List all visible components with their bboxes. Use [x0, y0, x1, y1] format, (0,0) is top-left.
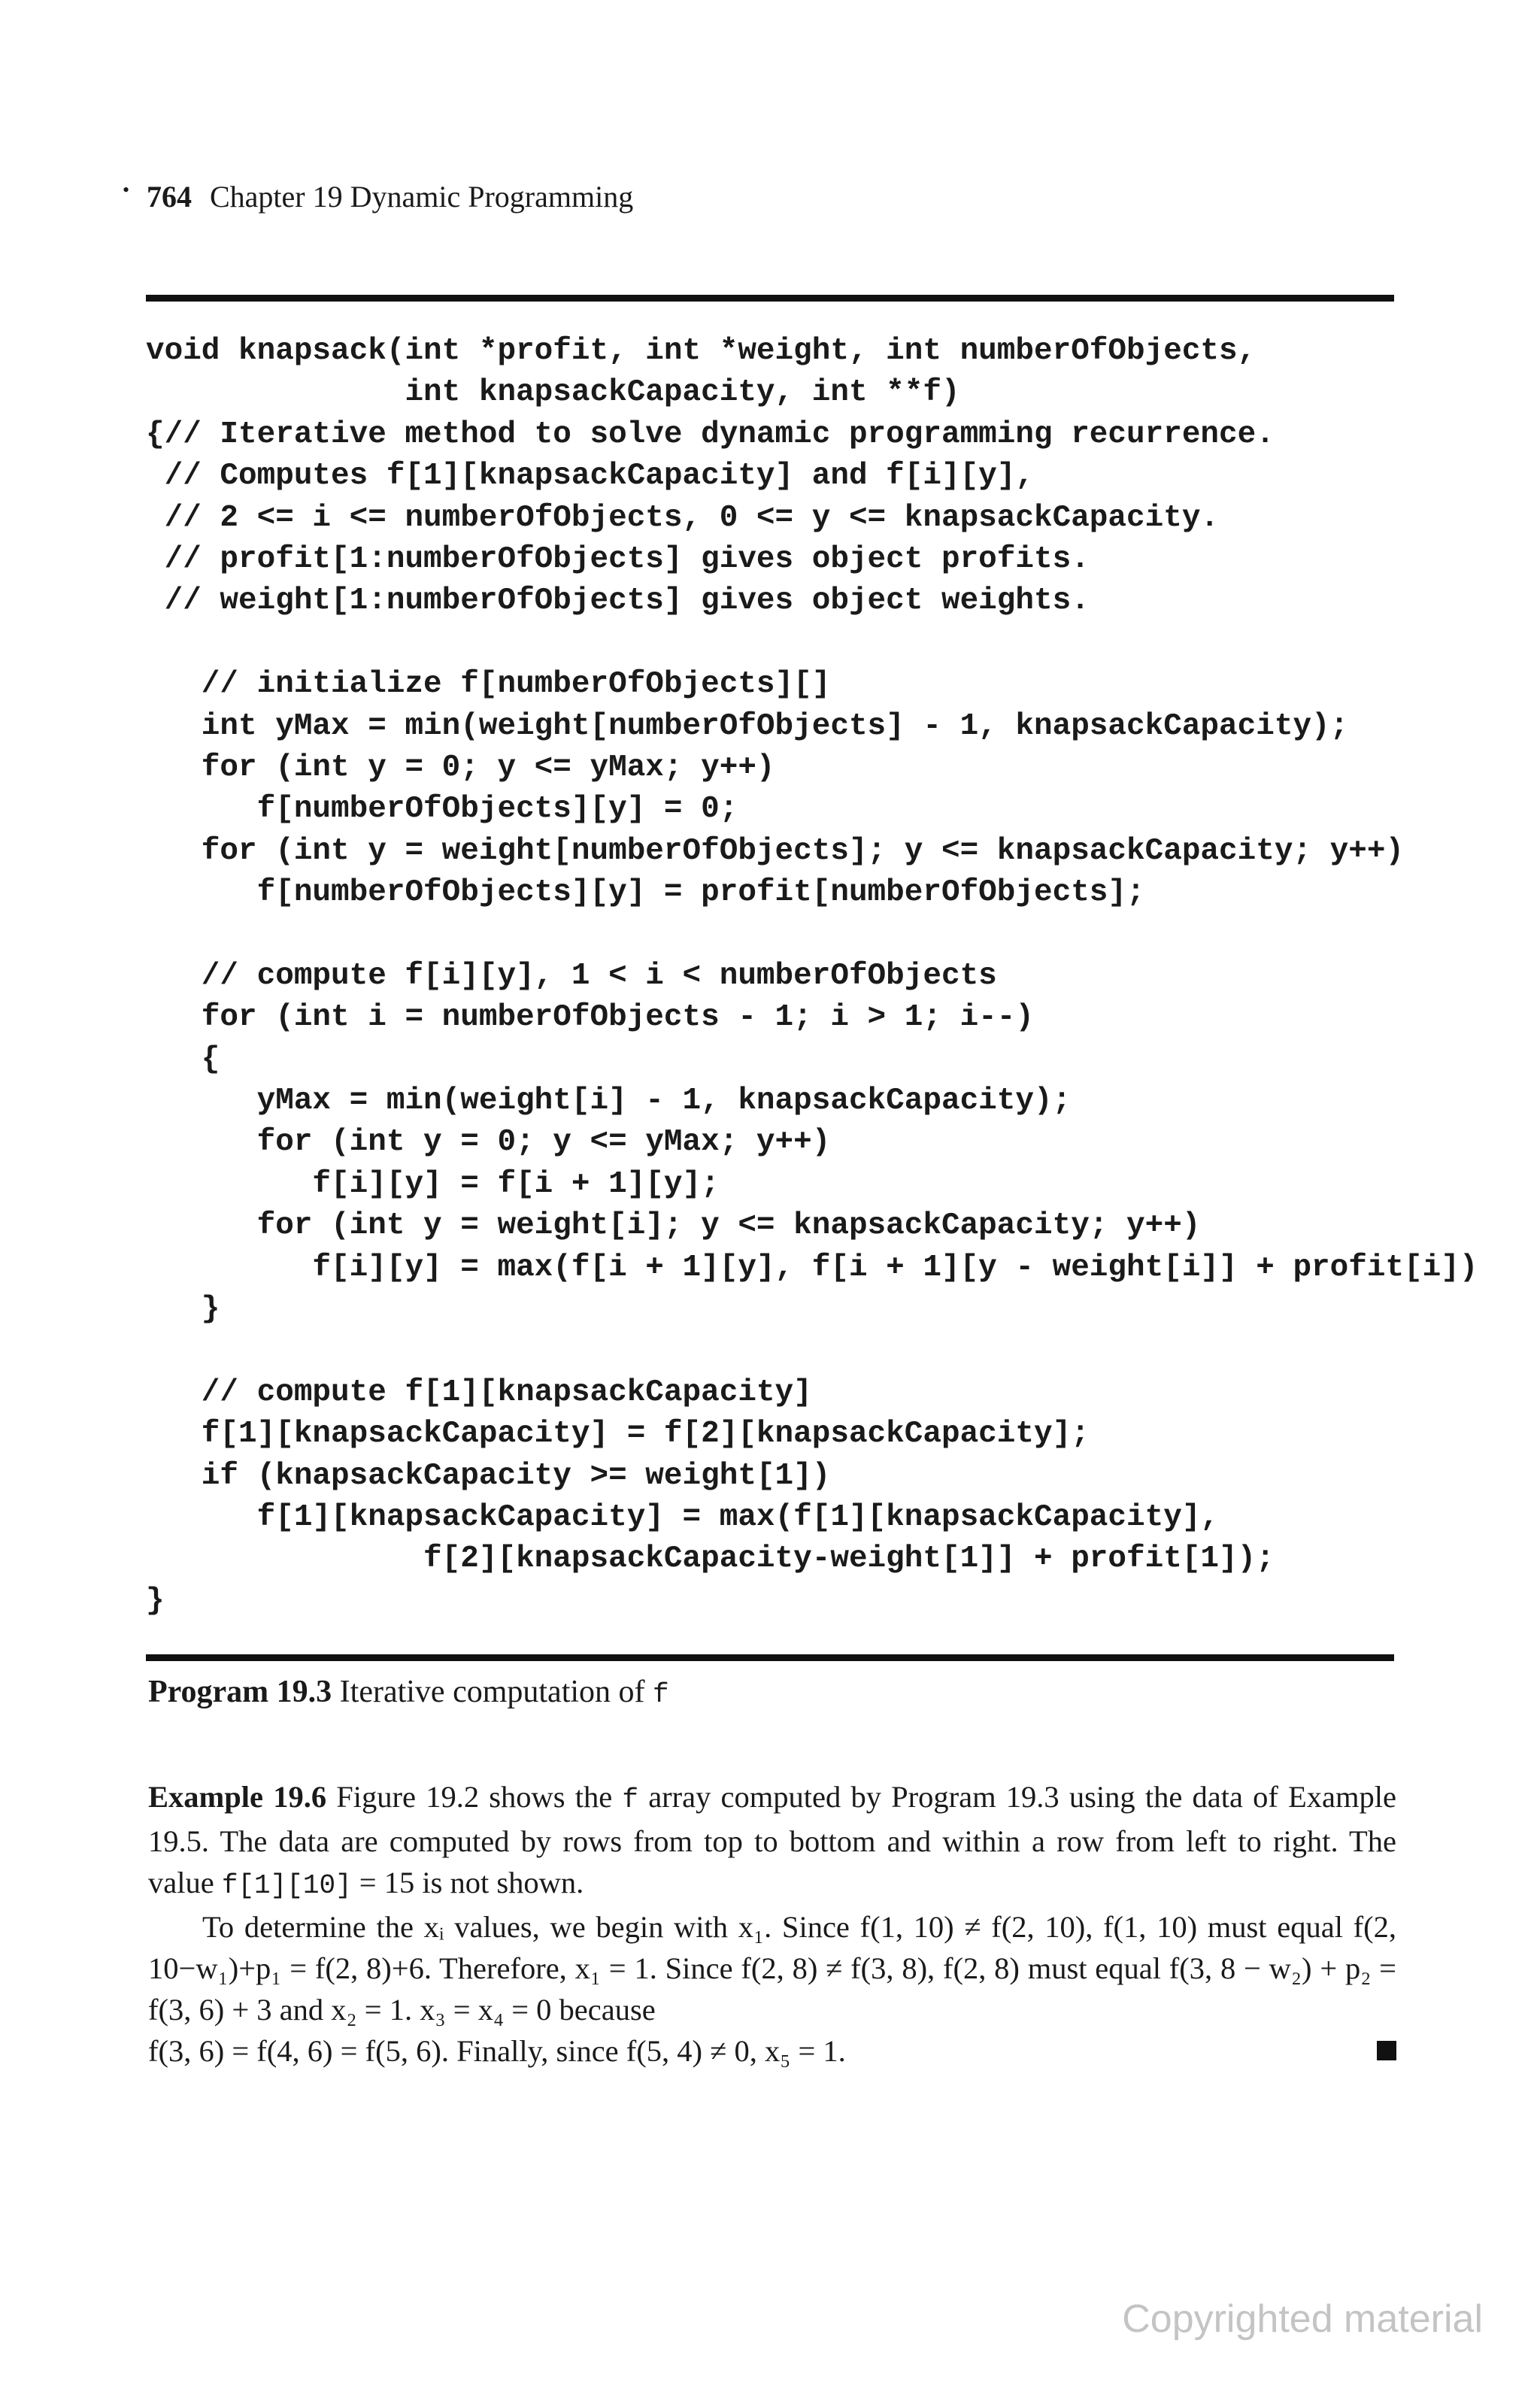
code-line: for (int y = weight[numberOfObjects]; y <= knapsackCapacity; y++) [146, 833, 1405, 869]
code-line: f[1][knapsackCapacity] = f[2][knapsackCapacity]; [146, 1417, 1090, 1452]
code-line: // 2 <= i <= numberOfObjects, 0 <= y <= knapsackCapacity. [146, 500, 1220, 535]
caption-text: Iterative computation of [332, 1675, 653, 1709]
code-line: // profit[1:numberOfObjects] gives object profits. [146, 541, 1090, 577]
copyright-watermark: Copyrighted material [1122, 2297, 1483, 2341]
code-line: } [146, 1583, 165, 1618]
code-line: yMax = min(weight[i] - 1, knapsackCapacity); [146, 1084, 1072, 1119]
chapter-title: Chapter 19 Dynamic Programming [210, 180, 634, 214]
example-text: array computed by Program 19.3 using the data of Example 19.5. The data are computed by rows from top to bottom and within a row from left to right. The value [148, 1780, 1396, 1899]
code-line [146, 914, 1478, 955]
code-line: f[numberOfObjects][y] = 0; [146, 792, 738, 827]
running-head [147, 179, 633, 215]
code-line: f[2][knapsackCapacity-weight[1]] + profit[1]); [146, 1542, 1275, 1577]
code-line: // initialize f[numberOfObjects][] [146, 667, 831, 702]
end-of-proof-icon [1377, 2041, 1396, 2060]
page-number: 764 [147, 180, 192, 214]
code-line: void knapsack(int *profit, int *weight, int numberOfObjects, [146, 334, 1257, 368]
program-caption [148, 1669, 669, 1717]
caption-label: Program 19.3 [148, 1675, 332, 1709]
caption-code: f [653, 1679, 669, 1710]
code-line [146, 1330, 1478, 1372]
code-line: if (knapsackCapacity >= weight[1]) [146, 1458, 831, 1493]
example-paragraph-1 [148, 1776, 1396, 1906]
inline-code: f[1][10] [221, 1870, 352, 1901]
code-line: for (int y = 0; y <= yMax; y++) [146, 1125, 831, 1160]
margin-dot: • [123, 179, 130, 201]
code-line: int yMax = min(weight[numberOfObjects] - 1, knapsackCapacity); [146, 708, 1349, 744]
code-listing [146, 331, 1478, 1622]
code-line: } [146, 1291, 220, 1326]
code-line: f[i][y] = f[i + 1][y]; [146, 1166, 720, 1202]
code-line: int knapsackCapacity, int **f) [146, 375, 960, 411]
code-line: for (int i = numberOfObjects - 1; i > 1; i--) [146, 1000, 1034, 1035]
example-block [148, 1776, 1396, 2072]
code-line: for (int y = 0; y <= yMax; y++) [146, 750, 775, 785]
code-line [146, 623, 1478, 664]
code-line: // Computes f[1][knapsackCapacity] and f[i][y], [146, 459, 1034, 494]
example-text: f(3, 6) = f(4, 6) = f(5, 6). Finally, since f(5, 4) ≠ 0, x₅ = 1. [148, 2034, 846, 2068]
code-line: // compute f[1][knapsackCapacity] [146, 1375, 812, 1410]
example-text: = 15 is not shown. [351, 1866, 584, 1899]
code-line: { [146, 1041, 220, 1077]
bottom-rule [146, 1654, 1394, 1661]
code-line: // compute f[i][y], 1 < i < numberOfObjects [146, 958, 997, 993]
code-line: f[1][knapsackCapacity] = max(f[1][knapsackCapacity], [146, 1499, 1220, 1535]
example-text: Figure 19.2 shows the [326, 1780, 623, 1814]
inline-code: f [622, 1784, 638, 1815]
code-line: f[numberOfObjects][y] = profit[numberOfObjects]; [146, 875, 1145, 911]
code-line: // weight[1:numberOfObjects] gives object weights. [146, 584, 1090, 619]
example-label: Example 19.6 [148, 1780, 327, 1814]
code-line: f[i][y] = max(f[i + 1][y], f[i + 1][y - weight[i]] + profit[i]) [146, 1250, 1478, 1285]
example-paragraph-2: To determine the xᵢ values, we begin with x₁. Since f(1, 10) ≠ f(2, 10), f(1, 10) must equal f(2, 10−w₁)+p₁ = f(2, 8)+6. Therefore, x₁ = 1. Since f(2, 8) ≠ f(3, 8), f(2, 8) must equal f(3, 8 − w₂) + p₂ = f(3, 6) + 3 and x₂ = 1. x₃ = x₄ = 0 because [148, 1910, 1396, 2027]
top-rule [146, 295, 1394, 302]
code-line: for (int y = weight[i]; y <= knapsackCapacity; y++) [146, 1208, 1201, 1244]
code-line: {// Iterative method to solve dynamic programming recurrence. [146, 417, 1275, 452]
example-last-line [148, 2030, 1396, 2072]
